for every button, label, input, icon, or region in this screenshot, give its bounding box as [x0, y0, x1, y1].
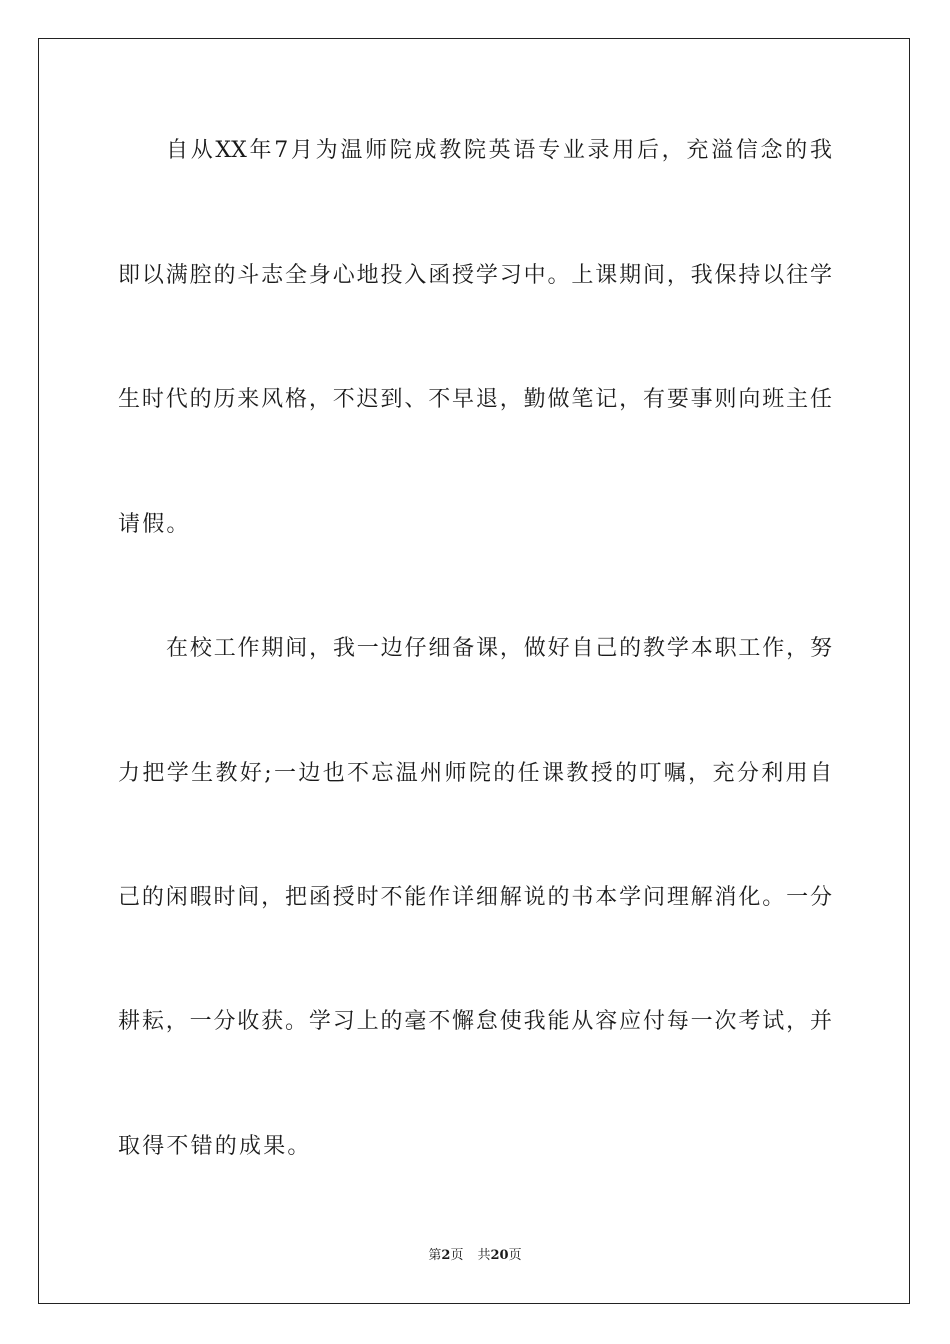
page-border — [38, 38, 910, 1304]
paragraph-1-line-1: 自从XX年7月为温师院成教院英语专业录用后，充溢信念的我 — [166, 138, 832, 163]
paragraph-2-line-1: 在校工作期间，我一边仔细备课，做好自己的教学本职工作，努 — [166, 636, 832, 661]
page-suffix: 页 — [450, 1248, 464, 1263]
paragraph-1-line-2: 即以满腔的斗志全身心地投入函授学习中。上课期间，我保持以往学 — [118, 263, 832, 288]
total-suffix: 页 — [508, 1248, 522, 1263]
page-footer — [0, 1247, 950, 1265]
paragraph-2-line-4: 耕耘，一分收获。学习上的毫不懈怠使我能从容应付每一次考试，并 — [118, 1009, 832, 1034]
paragraph-1-line-4: 请假。 — [118, 512, 191, 537]
total-prefix: 共 — [477, 1248, 491, 1263]
paragraph-2-line-2: 力把学生教好;一边也不忘温州师院的任课教授的叮嘱，充分利用自 — [118, 761, 832, 786]
total-pages: 20 — [490, 1248, 509, 1263]
page-number: 2 — [441, 1248, 451, 1263]
paragraph-2-line-3: 己的闲暇时间，把函授时不能作详细解说的书本学问理解消化。一分 — [118, 885, 832, 910]
paragraph-2-line-5: 取得不错的成果。 — [118, 1134, 312, 1159]
page-prefix: 第 — [428, 1248, 442, 1263]
paragraph-1-line-3: 生时代的历来风格，不迟到、不早退，勤做笔记，有要事则向班主任 — [118, 387, 832, 412]
